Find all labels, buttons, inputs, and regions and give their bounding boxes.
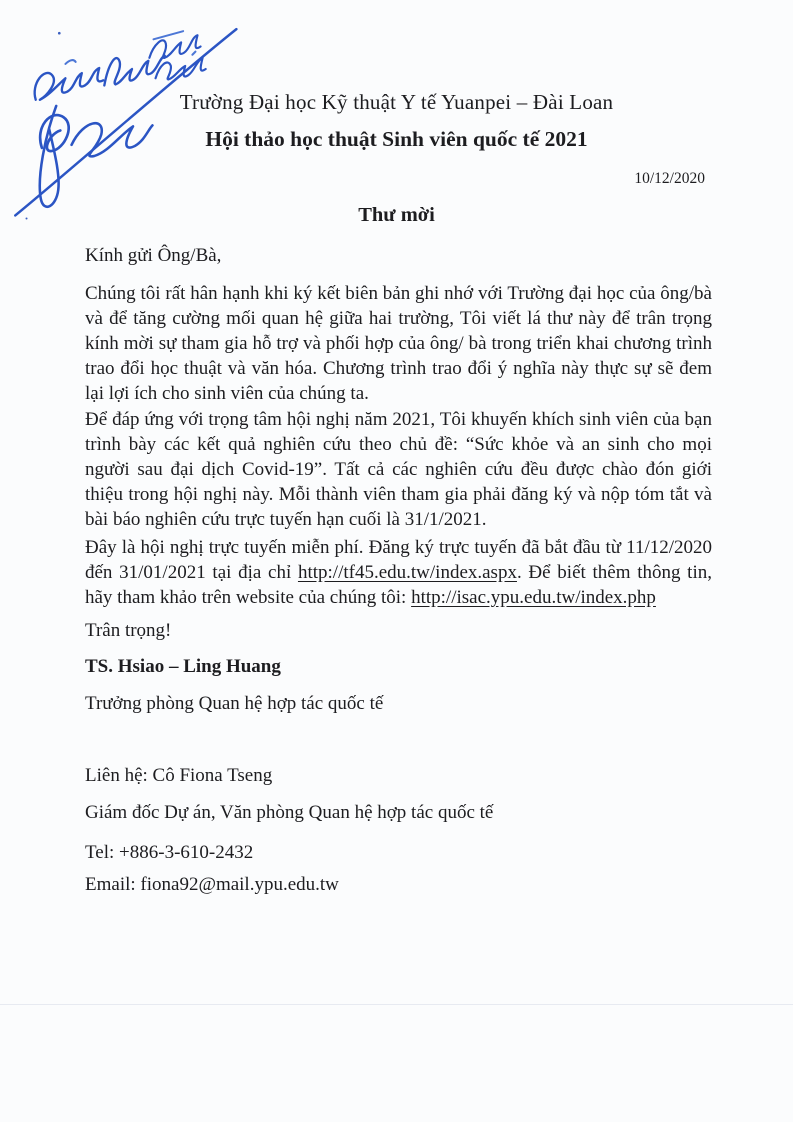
closing: Trân trọng! [85, 620, 172, 641]
paragraph-3-text: Đây là hội nghị trực tuyến miễn phí. Đăng ký trực tuyến đã bắt đầu từ 11/12/2020 đến 31/01/2021 tại địa chỉ [85, 537, 712, 583]
ink-speck [58, 32, 61, 35]
registration-url: http://tf45.edu.tw/index.aspx [297, 562, 517, 583]
paragraph-3-text: . Để biết thêm thông tin, hãy tham khảo trên website của chúng tôi: [85, 562, 712, 608]
contact-email: Email: fiona92@mail.ypu.edu.tw [85, 874, 339, 895]
scan-artifact-line [0, 1004, 793, 1005]
paragraph-2: Để đáp ứng với trọng tâm hội nghị năm 2021, Tôi khuyến khích sinh viên của bạn trình bày các kết quả nghiên cứu theo chủ đề: “Sức khỏe và an sinh cho mọi người sau đại dịch Covid-19”. Tất cả các nghiên cứu đều được chào đón giới thiệu trong hội nghị này. Mỗi thành viên tham gia phải đăng ký và nộp tóm tắt và bài báo nghiên cứu trực tuyến hạn cuối là 31/1/2021. [85, 409, 712, 530]
contact-person: Liên hệ: Cô Fiona Tseng [85, 765, 273, 786]
conference-title: Hội thảo học thuật Sinh viên quốc tế 2021 [205, 127, 588, 151]
paragraph-3 [85, 535, 712, 610]
signer-title: Trưởng phòng Quan hệ hợp tác quốc tế [85, 693, 384, 714]
letter-date: 10/12/2020 [634, 170, 705, 187]
paragraph-1: Chúng tôi rất hân hạnh khi ký kết biên bản ghi nhớ với Trường đại học của ông/bà và để tăng cường mối quan hệ giữa hai trường, Tôi viết lá thư này để trân trọng kính mời sự tham gia hỗ trợ và phối hợp của ông/ bà trong triển khai chương trình trao đổi học thuật và văn hóa. Chương trình trao đổi ý nghĩa này thực sự sẽ đem lại lợi ích cho sinh viên của chúng ta. [85, 283, 712, 404]
salutation: Kính gửi Ông/Bà, [85, 245, 222, 266]
signer-name: TS. Hsiao – Ling Huang [85, 656, 281, 677]
letter-title: Thư mời [358, 204, 435, 226]
university-name: Trường Đại học Kỹ thuật Y tế Yuanpei – Đài Loan [179, 90, 614, 114]
contact-title: Giám đốc Dự án, Văn phòng Quan hệ hợp tác quốc tế [85, 802, 494, 823]
website-url: http://isac.ypu.edu.tw/index.php [411, 587, 656, 608]
contact-tel: Tel: +886-3-610-2432 [85, 842, 254, 863]
